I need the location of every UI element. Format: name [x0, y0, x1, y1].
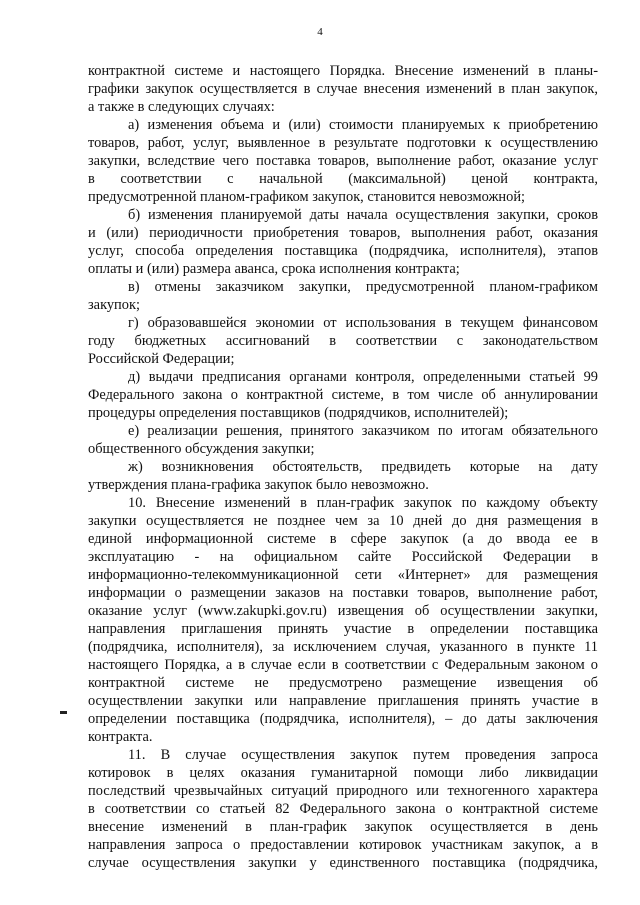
text-line: б) изменения планируемой даты начала осуществления закупки, сроков: [128, 207, 598, 223]
text-line: и (или) периодичности приобретения товаров, выполнения работ, оказания: [88, 225, 598, 241]
text-line: г) образовавшейся экономии от использования в текущем финансовом: [128, 315, 598, 331]
text-line: ж) возникновения обстоятельств, предвидеть которые на дату: [128, 459, 598, 475]
document-body: [88, 62, 598, 872]
text-line: котировок в целях оказания гуманитарной помощи либо ликвидации: [88, 765, 598, 781]
text-line: году бюджетных ассигнований в соответствии с законодательством: [88, 333, 598, 349]
text-line: 11. В случае осуществления закупок путем проведения запроса: [128, 747, 598, 763]
text-line: эксплуатацию - на официальном сайте Российской Федерации в: [88, 549, 598, 565]
text-line: внесение изменений в план-график закупок осуществляется в день: [88, 819, 598, 835]
text-line: 10. Внесение изменений в план-график закупок по каждому объекту: [128, 495, 598, 511]
text-line: предусмотренной планом-графиком закупок, становится невозможной;: [88, 189, 526, 205]
text-line: д) выдачи предписания органами контроля, определенными статьей 99: [128, 369, 598, 385]
text-line: закупок;: [88, 297, 140, 313]
text-line: информации о размещении заказов на поставки товаров, выполнение работ,: [88, 585, 598, 601]
text-line: контрактной системе и настоящего Порядка. Внесение изменений в планы-: [88, 63, 598, 79]
text-line: в соответствии с начальной (максимальной) ценой контракта,: [88, 171, 598, 187]
text-line: настоящего Порядка, а в случае если в соответствии с Федеральным законом о: [88, 657, 598, 673]
text-line: информационно-телекоммуникационной сети «Интернет» для размещения: [88, 567, 598, 583]
text-line: услуг, способа определения поставщика (подрядчика, исполнителя), этапов: [88, 243, 598, 259]
text-line: контрактной системе не предусмотрено размещение извещения об: [88, 675, 598, 691]
page-number: 4: [317, 26, 323, 38]
text-line: направления запроса о предоставлении котировок участникам закупок, а в: [88, 837, 598, 853]
text-line: е) реализации решения, принятого заказчиком по итогам обязательного: [128, 423, 598, 439]
text-line: Российской Федерации;: [88, 351, 235, 367]
margin-mark: [60, 711, 67, 714]
text-line: оказание услуг (www.zakupki.gov.ru) извещения об осуществлении закупки,: [88, 603, 598, 619]
text-line: графики закупок осуществляется в случае внесения изменений в план закупок,: [88, 81, 598, 97]
text-line: направления приглашения принять участие в определении поставщика: [88, 621, 598, 637]
text-line: общественного обсуждения закупки;: [88, 441, 315, 457]
text-line: (подрядчика, исполнителя), за исключением случая, указанного в пункте 11: [88, 639, 598, 655]
text-line: единой информационной системе в сфере закупок (а до ввода ее в: [88, 531, 598, 547]
text-line: а также в следующих случаях:: [88, 99, 275, 115]
text-line: оплаты и (или) размера аванса, срока исполнения контракта;: [88, 261, 460, 277]
text-line: товаров, работ, услуг, выявленное в результате подготовки к осуществлению: [88, 135, 598, 151]
text-line: контракта.: [88, 729, 153, 745]
text-line: закупки осуществляется не позднее чем за 10 дней до дня размещения в: [88, 513, 598, 529]
text-line: определении поставщика (подрядчика, исполнителя), – до даты заключения: [88, 711, 598, 727]
text-line: утверждения плана-графика закупок было невозможно.: [88, 477, 429, 493]
text-line: а) изменения объема и (или) стоимости планируемых к приобретению: [128, 117, 598, 133]
text-line: процедуры определения поставщиков (подрядчиков, исполнителей);: [88, 405, 509, 421]
text-line: последствий чрезвычайных ситуаций природного или техногенного характера: [88, 783, 598, 799]
text-line: осуществлении закупки или направление приглашения принять участие в: [88, 693, 598, 709]
text-line: Федерального закона о контрактной системе, в том числе об аннулировании: [88, 387, 598, 403]
text-line: в соответствии со статьей 82 Федерального закона о контрактной системе: [88, 801, 598, 817]
text-line: в) отмены заказчиком закупки, предусмотренной планом-графиком: [128, 279, 598, 295]
text-line: закупки, вследствие чего поставка товаров, выполнение работ, оказание услуг: [88, 153, 598, 169]
text-line: случае осуществления закупки у единственного поставщика (подрядчика,: [88, 855, 598, 871]
